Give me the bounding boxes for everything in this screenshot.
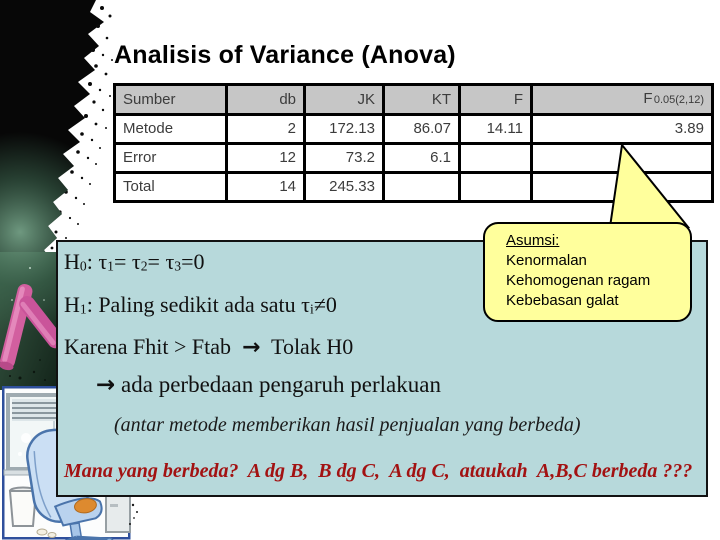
callout-line: Kenormalan bbox=[506, 252, 587, 269]
col-header-sumber: Sumber bbox=[115, 85, 227, 115]
cell-jk: 73.2 bbox=[305, 144, 384, 173]
cell-kt: 6.1 bbox=[384, 144, 460, 173]
callout-heading: Asumsi: bbox=[506, 232, 560, 249]
col-header-db: db bbox=[227, 85, 305, 115]
col-header-kt: KT bbox=[384, 85, 460, 115]
cell-kt: 86.07 bbox=[384, 115, 460, 144]
cell-db: 12 bbox=[227, 144, 305, 173]
slide-title: Analisis of Variance (Anova) bbox=[114, 40, 456, 69]
cell-db: 2 bbox=[227, 115, 305, 144]
callout-line: Kebebasan galat bbox=[506, 292, 619, 309]
cell-sumber: Total bbox=[115, 173, 227, 202]
table-header-row bbox=[115, 85, 713, 115]
consequence-line: → ada perbedaan pengaruh perlakuan bbox=[96, 372, 441, 398]
cell-empty bbox=[460, 144, 532, 173]
cell-sumber: Metode bbox=[115, 115, 227, 144]
col-header-fcrit: F 0.05(2,12) bbox=[532, 85, 713, 115]
cell-empty bbox=[384, 173, 460, 202]
cell-fcrit: 3.89 bbox=[532, 115, 713, 144]
col-header-jk: JK bbox=[305, 85, 384, 115]
note-line: (antar metode memberikan hasil penjualan yang berbeda) bbox=[114, 414, 581, 436]
callout-line: Kehomogenan ragam bbox=[506, 272, 651, 289]
cell-sumber: Error bbox=[115, 144, 227, 173]
cell-jk: 245.33 bbox=[305, 173, 384, 202]
h1-line: H1: Paling sedikit ada satu τi≠0 bbox=[64, 292, 337, 317]
assumptions-callout bbox=[483, 222, 692, 322]
cell-f: 14.11 bbox=[460, 115, 532, 144]
h0-line: H0: τ1= τ2= τ3=0 bbox=[64, 249, 205, 274]
question-line: Mana yang berbeda? A dg B, B dg C, A dg C, ataukah A,B,C berbeda ??? bbox=[64, 460, 693, 482]
callout-tail bbox=[600, 140, 700, 230]
decision-line: Karena Fhit > Ftab → Tolak H0 bbox=[64, 334, 354, 360]
cell-empty bbox=[460, 173, 532, 202]
cell-jk: 172.13 bbox=[305, 115, 384, 144]
cell-db: 14 bbox=[227, 173, 305, 202]
col-header-f: F bbox=[460, 85, 532, 115]
